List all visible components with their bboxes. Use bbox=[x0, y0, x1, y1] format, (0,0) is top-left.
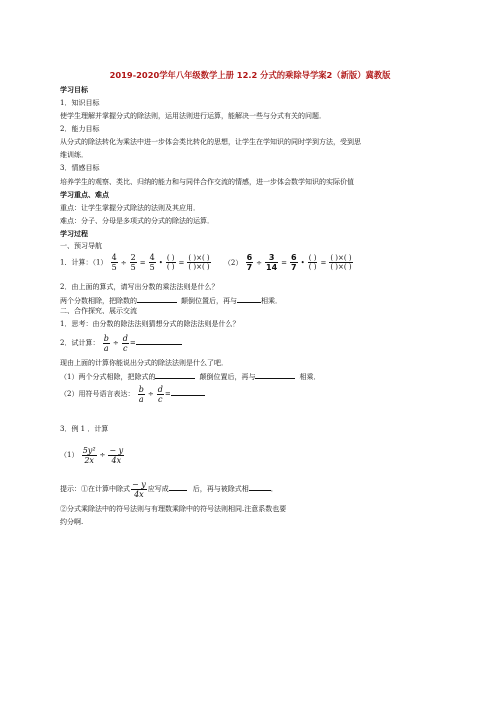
fraction: $\frac{3}{14}$ bbox=[266, 253, 278, 272]
fraction: $\frac{- y}{4x}$ bbox=[132, 479, 146, 499]
fraction: $\frac{b}{a}$ bbox=[138, 384, 144, 404]
fraction-blank: $\frac{( )\times( )}{( )\times( )}$ bbox=[188, 254, 210, 271]
rule2-row: （2）用符号语言表达： $\frac{b}{a}$ ÷ $\frac{d}{c}$ = bbox=[60, 383, 205, 405]
now-text: 现由上面的计算你能说出分式的除法法则是什么了吧． bbox=[60, 359, 228, 367]
fraction: $\frac{d}{c}$ bbox=[122, 333, 128, 353]
rule-fill-line: 两个分数相除，把除数的 颠倒位置后，再与 相乘． bbox=[60, 294, 282, 306]
answer-blank[interactable] bbox=[155, 370, 195, 379]
answer-blank[interactable] bbox=[169, 482, 187, 491]
ability-text-2: 维训练． bbox=[60, 151, 88, 159]
hint2-line2: 约分啊. bbox=[60, 518, 84, 526]
fraction: $\frac{\text{5y²}}{2x}$ bbox=[82, 445, 96, 465]
ability-label: 2．能力目标 bbox=[60, 125, 100, 133]
fraction: $\frac{6}{7}$ bbox=[291, 253, 297, 272]
answer-blank[interactable] bbox=[136, 336, 182, 345]
difficulty-text: 难点：分子、分母是多项式的分式的除法的运算． bbox=[60, 217, 214, 225]
fraction: $\frac{2}{5}$ bbox=[130, 253, 136, 272]
keypoints-heading: 学习重点、难点 bbox=[60, 191, 109, 199]
calc-label: 1．计算：（1） bbox=[60, 258, 108, 267]
q2-label: （2） bbox=[223, 258, 243, 267]
fraction: $\frac{4}{5}$ bbox=[111, 253, 117, 272]
answer-blank[interactable] bbox=[249, 482, 271, 491]
answer-blank[interactable] bbox=[137, 294, 177, 303]
hint-row: 提示：①在计算中除式 $\frac{- y}{4x}$ 应写成 后，再与被除式相 ． bbox=[60, 479, 278, 499]
part1-heading: 一、预习导航 bbox=[60, 242, 102, 250]
emotion-label: 3．情感目标 bbox=[60, 164, 100, 172]
knowledge-text: 使学生理解并掌握分式的除法则，运用法则进行运算，能解决一些与分式有关的问题． bbox=[60, 112, 326, 120]
part2-heading: 二、合作探究、展示交流 bbox=[60, 307, 137, 315]
fraction-blank: $\frac{( )}{( )}$ bbox=[308, 254, 317, 271]
fraction-blank: $\frac{( )\times( )}{( )\times( )}$ bbox=[330, 254, 352, 271]
fraction-blank: $\frac{( )}{( )}$ bbox=[166, 254, 175, 271]
example1-row: （1） $\frac{\text{5y²}}{2x}$ ÷ $\frac{- y}{4x}$ bbox=[60, 445, 124, 465]
ability-text-1: 从分式的除法转化为乘法中进一步体会类比转化的思想，让学生在学知识的同时学到方法，受到思 bbox=[60, 138, 361, 146]
answer-blank[interactable] bbox=[237, 294, 261, 303]
fraction: $\frac{d}{c}$ bbox=[157, 384, 163, 404]
rule-question: 2．由上面的算式，请写出分数的乘法法则是什么？ bbox=[60, 283, 219, 291]
document-title: 2019-2020学年八年级数学上册 12.2 分式的乘除导学案2（新版）冀教版 bbox=[109, 70, 391, 80]
objectives-heading: 学习目标 bbox=[60, 86, 88, 94]
answer-blank[interactable] bbox=[255, 370, 295, 379]
answer-blank[interactable] bbox=[171, 387, 205, 396]
fraction: $\frac{4}{5}$ bbox=[149, 253, 155, 272]
focus-text: 重点：让学生掌握分式除法的法则及其应用． bbox=[60, 204, 200, 212]
think-question: 1．思考：由分数的除法法则猜想分式的除法法则是什么？ bbox=[60, 320, 240, 328]
rule1-line: （1）两个分式相除，把除式的 颠倒位置后，再与 相乘． bbox=[60, 370, 320, 382]
fraction: $\frac{b}{a}$ bbox=[103, 333, 109, 353]
fraction: $\frac{- y}{4x}$ bbox=[109, 445, 124, 465]
calc-row: 1．计算：（1） $\frac{4}{5}$ ÷ $\frac{2}{5}$ = $\frac{4}{5}$ • $\frac{( )}{( )}$ = $\frac{( )\times( )}{( )\times( )}$ （2） $\frac{6}{7}$ ÷ $\frac{3}{14}$ = $\frac{6}{7}$ • $\frac{( )}{( )}$ = $\frac{( )\times( )}{( )\times( )}$ bbox=[60, 253, 352, 272]
process-heading: 学习过程 bbox=[60, 230, 88, 238]
try-row: 2．试计算： $\frac{b}{a}$ ÷ $\frac{d}{c}$ = bbox=[60, 332, 182, 354]
fraction: $\frac{6}{7}$ bbox=[246, 253, 253, 272]
example-label: 3．例 1 ．计算 bbox=[60, 425, 109, 433]
emotion-text: 培养学生的观察、类比、归纳的能力和与同伴合作交流的情感，进一步体会数学知识的实际价值 bbox=[60, 178, 354, 186]
hint2-line1: ②分式乘除法中的符号法则与有理数乘除中的符号法则相同.注意系数也要 bbox=[60, 505, 287, 513]
knowledge-label: 1．知识目标 bbox=[60, 99, 100, 107]
